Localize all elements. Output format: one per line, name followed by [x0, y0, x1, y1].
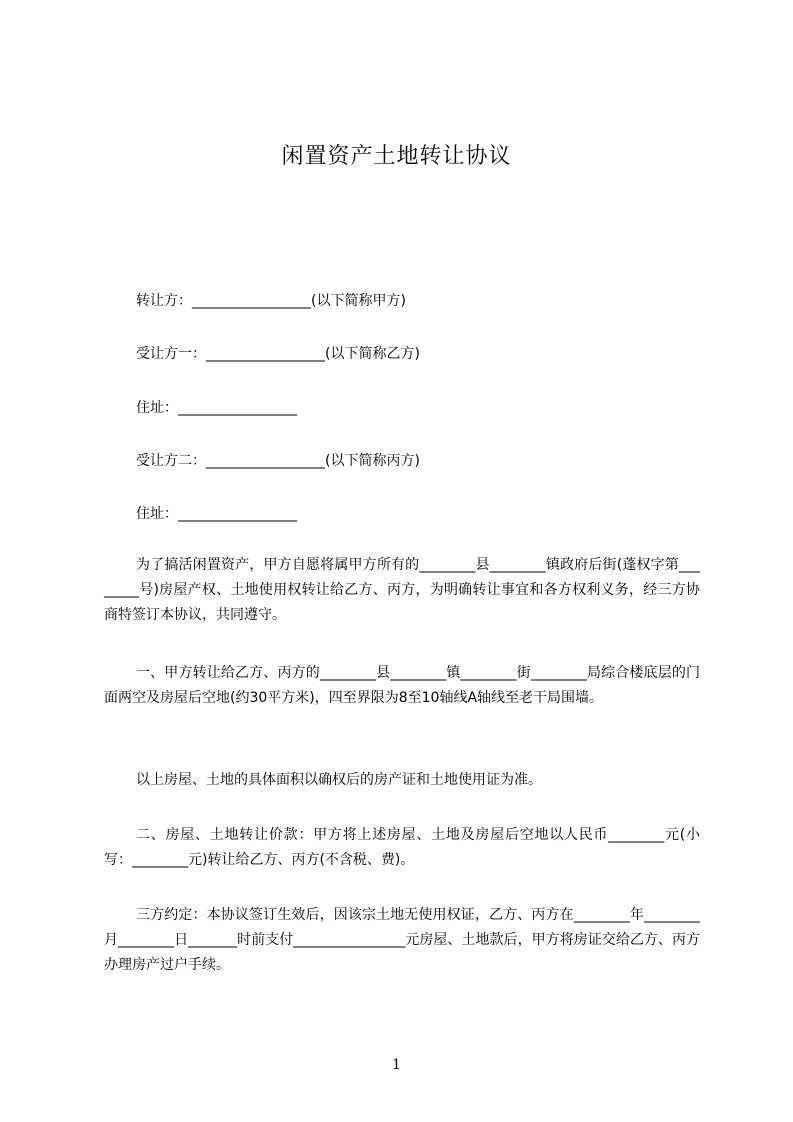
- clause-one-paragraph: 一、甲方转让给乙方、丙方的________县________镇________街________局综合楼底层的门面两空及房屋后空地(约30平方米)，四至界限为8至10轴线A轴线至老干局围墙。: [104, 665, 700, 706]
- transferee-one-line: 受让方一：_________________(以下简称乙方): [136, 346, 420, 362]
- clause-three-paragraph: 三方约定：本协议签订生效后，因该宗土地无使用权证，乙方、丙方在________年________月________日_______时前支付________________元房屋、土地款后，甲方将房证交给乙方、丙方办理房产过户手续。: [104, 907, 700, 973]
- transferee-two-line: 受让方二：_________________(以下简称丙方): [136, 453, 420, 469]
- area-note-paragraph: 以上房屋、土地的具体面积以确权后的房产证和土地使用证为准。: [136, 772, 542, 788]
- intro-paragraph: 为了搞活闲置资产，甲方自愿将属甲方所有的________县________镇政府后街(蓬权字第________号)房屋产权、土地使用权转让给乙方、丙方，为明确转让事宜和各方权利义务，经三方协商特签订本协议，共同遵守。: [104, 557, 700, 623]
- transferor-line: 转让方：_________________(以下简称甲方): [136, 293, 406, 309]
- address-two-line: 住址：_________________: [136, 506, 297, 522]
- document-title: 闲置资产土地转让协议: [281, 144, 512, 169]
- address-one-line: 住址：_________________: [136, 400, 297, 416]
- page-number: 1: [392, 1057, 401, 1073]
- clause-two-paragraph: 二、房屋、土地转让价款：甲方将上述房屋、土地及房屋后空地以人民币________元(小写：________元)转让给乙方、丙方(不含税、费)。: [104, 827, 700, 868]
